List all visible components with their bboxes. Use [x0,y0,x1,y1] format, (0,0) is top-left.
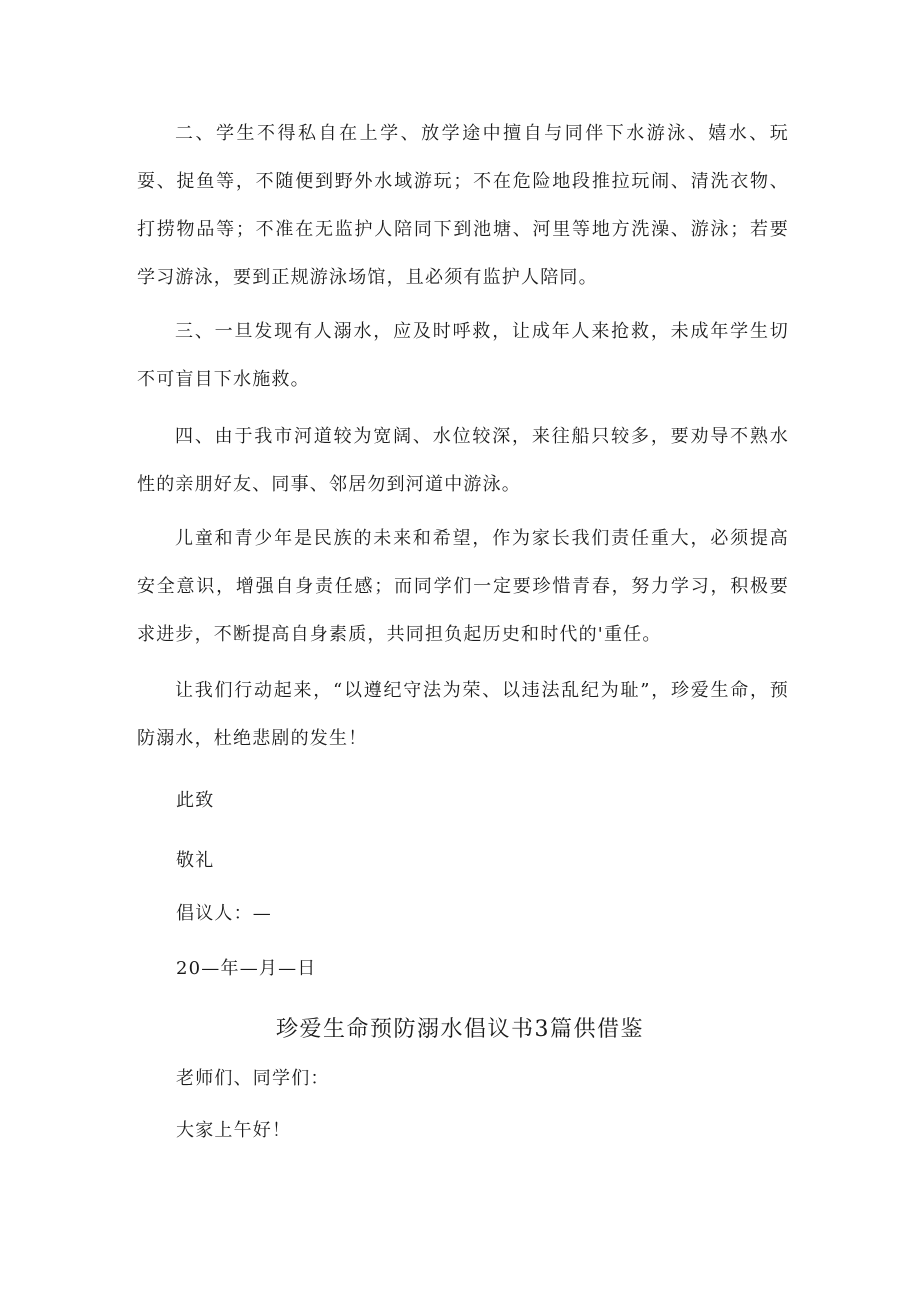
salute-text: 敬礼 [176,850,215,871]
paragraph-youth: 儿童和青少年是民族的未来和希望，作为家长我们责任重大，必须提高安全意识，增强自身责任感；而同学们一定要珍惜青春，努力学习，积极要求进步，不断提高自身素质，共同担负起历史和时代的'重任。 [137,528,789,645]
paragraph-rule-three: 三、一旦发现有人溺水，应及时呼救，让成年人来抢救，未成年学生切不可盲目下水施救。 [137,321,789,390]
paragraph-youth-block [137,515,789,659]
date-line: 20—年—月—日 [176,958,317,979]
initiator-line: 倡议人：— [176,903,272,924]
paragraph-call-to-action: 让我们行动起来，“以遵纪守法为荣、以违法乱纪为耻”，珍爱生命，预防溺水，杜绝悲剧的发生！ [137,680,789,749]
paragraph-rule-four-block [137,413,789,509]
paragraph-rule-two-block [137,110,789,302]
closing-text: 此致 [176,790,215,811]
greeting-line: 老师们、同学们： [176,1068,330,1089]
paragraph-rule-four: 四、由于我市河道较为宽阔、水位较深，来往船只较多，要劝导不熟水性的亲朋好友、同事、邻居勿到河道中游泳。 [137,426,789,495]
paragraph-rule-three-block [137,308,789,404]
opening-line: 大家上午好！ [176,1120,292,1141]
paragraph-call-to-action-block [137,667,789,763]
next-document-title: 珍爱生命预防溺水倡议书3篇供借鉴 [276,1017,644,1042]
paragraph-rule-two: 二、学生不得私自在上学、放学途中擅自与同伴下水游泳、嬉水、玩耍、捉鱼等，不随便到野外水域游玩；不在危险地段推拉玩闹、清洗衣物、打捞物品等；不准在无监护人陪同下到池塘、河里等地方洗澡、游泳；若要学习游泳，要到正规游泳场馆，且必须有监护人陪同。 [137,123,789,288]
